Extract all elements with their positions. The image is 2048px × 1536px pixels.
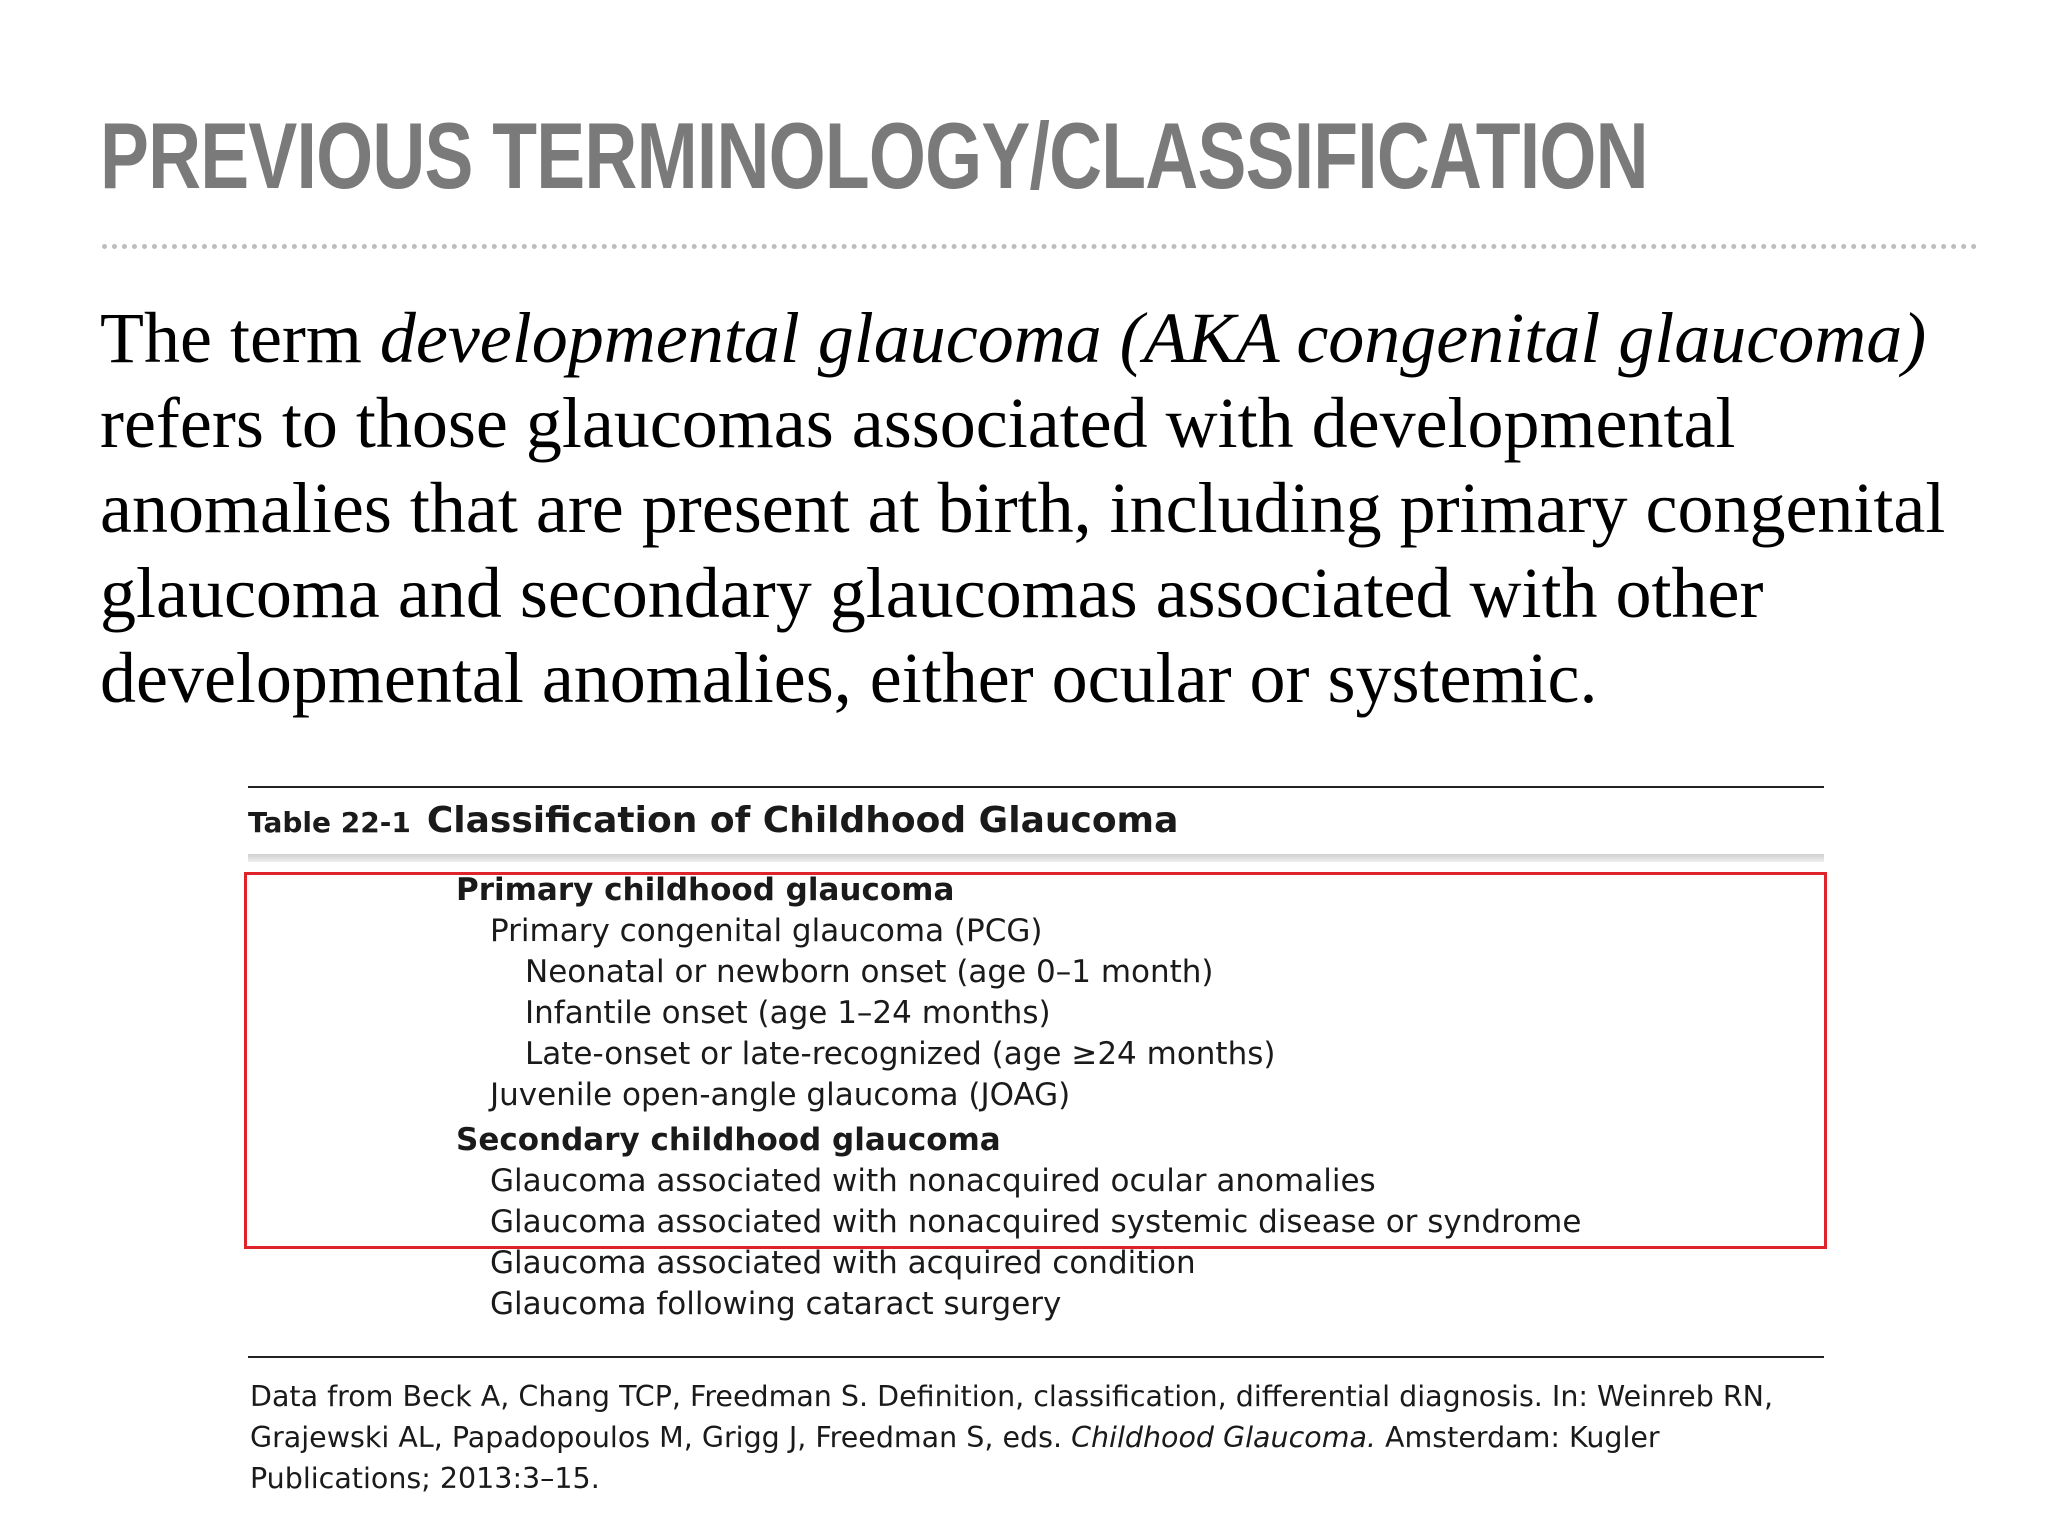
body-rest: refers to those glaucomas associated with developmental anomalies that are present at birth, including primary congenital glaucoma and secondary glaucomas associated with other developmental anomalies, either ocular or systemic. [100, 383, 1946, 718]
table-group-heading: Secondary childhood glaucoma [456, 1122, 1001, 1158]
table-row: Glaucoma following cataract surgery [490, 1286, 1062, 1322]
table-group-heading: Primary childhood glaucoma [456, 872, 955, 908]
body-paragraph [100, 296, 2000, 721]
table-row: Primary congenital glaucoma (PCG) [490, 913, 1043, 949]
table-row: Neonatal or newborn onset (age 0–1 month) [525, 954, 1214, 990]
table-row: Infantile onset (age 1–24 months) [525, 995, 1051, 1031]
slide-title: PREVIOUS TERMINOLOGY/CLASSIFICATION [100, 103, 1648, 208]
table-row: Late-onset or late-recognized (age ≥24 months) [525, 1036, 1276, 1072]
table-number: Table 22-1 [248, 806, 411, 839]
source-book-title: Childhood Glaucoma. [1071, 1421, 1376, 1454]
body-lead: The term [100, 298, 380, 378]
table-caption [248, 800, 1178, 841]
table-row: Glaucoma associated with nonacquired systemic disease or syndrome [490, 1204, 1582, 1240]
table-top-rule [248, 786, 1824, 788]
highlight-box [244, 872, 1827, 1249]
title-divider [102, 244, 1978, 249]
table-source-note [250, 1376, 1830, 1499]
table-bottom-rule [248, 1356, 1824, 1358]
table-row: Glaucoma associated with acquired condition [490, 1245, 1196, 1281]
table-heading: Classification of Childhood Glaucoma [426, 800, 1179, 841]
source-text: Data from Beck A, Chang TCP, Freedman S. Definition, classification, differential diagnosis. In: Weinreb RN, Grajewski AL, Papadopoulos M, Grigg J, Freedman S, eds. [250, 1380, 1774, 1454]
source-publisher: Amsterdam: Kugler Publications; 2013:3–15. [250, 1421, 1660, 1495]
table-row: Glaucoma associated with nonacquired ocular anomalies [490, 1163, 1376, 1199]
table-row: Juvenile open-angle glaucoma (JOAG) [490, 1077, 1071, 1113]
body-term: developmental glaucoma (AKA congenital glaucoma) [379, 298, 1927, 378]
table-caption-rule [248, 854, 1824, 862]
